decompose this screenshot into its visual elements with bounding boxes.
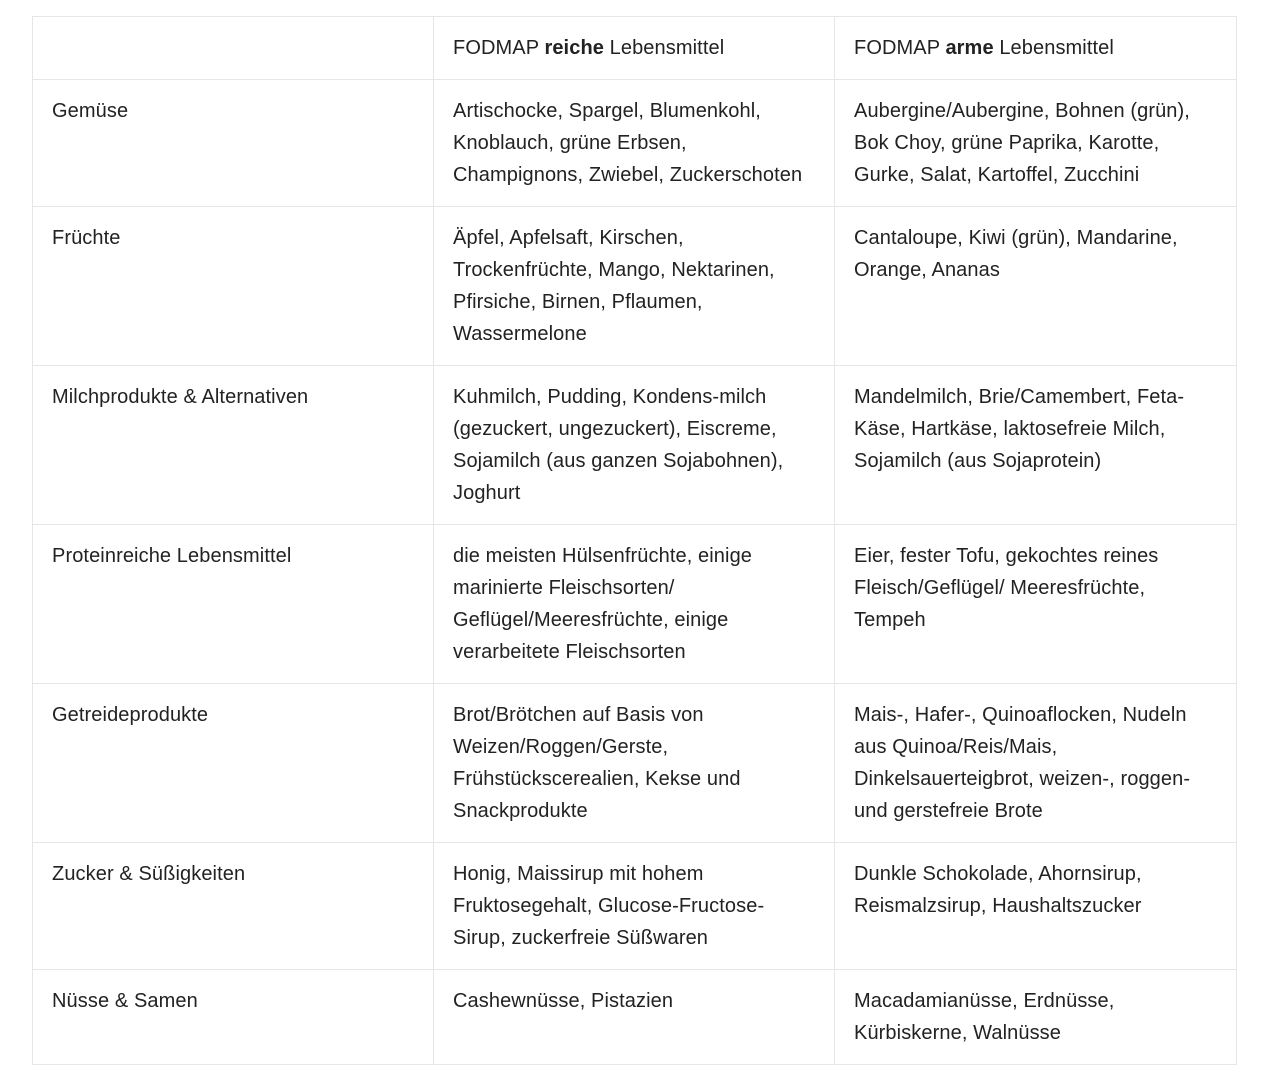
header-poor-suffix: Lebensmittel (993, 37, 1114, 59)
header-poor-prefix: FODMAP (854, 37, 946, 59)
header-rich-bold: reiche (544, 37, 604, 59)
category-cell: Nüsse & Samen (33, 970, 434, 1065)
header-rich-suffix: Lebensmittel (603, 37, 725, 59)
category-cell: Getreideprodukte (33, 684, 434, 843)
category-cell: Proteinreiche Lebensmittel (33, 525, 434, 684)
category-cell: Gemüse (33, 80, 434, 207)
category-cell: Zucker & Süßigkeiten (33, 843, 434, 970)
rich-foods-cell: Äpfel, Apfelsaft, Kirschen, Trockenfrüchte, Mango, Nektarinen, Pfirsiche, Birnen, Pflaumen, Wassermelone (434, 207, 835, 366)
rich-foods-cell: Kuhmilch, Pudding, Kondens-milch (gezuckert, ungezuckert), Eiscreme, Sojamilch (aus ganzen Sojabohnen), Joghurt (434, 366, 835, 525)
category-cell: Früchte (33, 207, 434, 366)
table-row (33, 207, 1237, 366)
poor-foods-cell: Macadamianüsse, Erdnüsse, Kürbiskerne, Walnüsse (835, 970, 1237, 1065)
poor-foods-cell: Dunkle Schokolade, Ahornsirup, Reismalzsirup, Haushaltszucker (835, 843, 1237, 970)
category-cell: Milchprodukte & Alternativen (33, 366, 434, 525)
fodmap-table-container (32, 16, 1236, 1065)
rich-foods-cell: Brot/Brötchen auf Basis von Weizen/Roggen/Gerste, Frühstückscerealien, Kekse und Snackprodukte (434, 684, 835, 843)
poor-foods-cell: Cantaloupe, Kiwi (grün), Mandarine, Orange, Ananas (835, 207, 1237, 366)
table-row (33, 525, 1237, 684)
rich-foods-cell: Artischocke, Spargel, Blumenkohl, Knoblauch, grüne Erbsen, Champignons, Zwiebel, Zuckerschoten (434, 80, 835, 207)
poor-foods-cell: Eier, fester Tofu, gekochtes reines Fleisch/Geflügel/ Meeresfrüchte, Tempeh (835, 525, 1237, 684)
poor-foods-cell: Aubergine/Aubergine, Bohnen (grün), Bok Choy, grüne Paprika, Karotte, Gurke, Salat, Kartoffel, Zucchini (835, 80, 1237, 207)
table-row (33, 80, 1237, 207)
header-poor-foods (835, 17, 1237, 80)
poor-foods-cell: Mais-, Hafer-, Quinoaflocken, Nudeln aus Quinoa/Reis/Mais, Dinkelsauerteigbrot, weizen-, roggen- und gerstefreie Brote (835, 684, 1237, 843)
table-row (33, 366, 1237, 525)
header-rich-prefix: FODMAP (453, 37, 545, 59)
table-row (33, 684, 1237, 843)
header-rich-foods (434, 17, 835, 80)
rich-foods-cell: Cashewnüsse, Pistazien (434, 970, 835, 1065)
poor-foods-cell: Mandelmilch, Brie/Camembert, Feta-Käse, Hartkäse, laktosefreie Milch, Sojamilch (aus Sojaprotein) (835, 366, 1237, 525)
rich-foods-cell: Honig, Maissirup mit hohem Fruktosegehalt, Glucose-Fructose-Sirup, zuckerfreie Süßwaren (434, 843, 835, 970)
table-row (33, 843, 1237, 970)
fodmap-table (32, 16, 1237, 1065)
table-header-row (33, 17, 1237, 80)
table-row (33, 970, 1237, 1065)
rich-foods-cell: die meisten Hülsenfrüchte, einige marinierte Fleischsorten/ Geflügel/Meeresfrüchte, einige verarbeitete Fleischsorten (434, 525, 835, 684)
header-corner-cell (33, 17, 434, 80)
header-poor-bold: arme (945, 37, 994, 59)
